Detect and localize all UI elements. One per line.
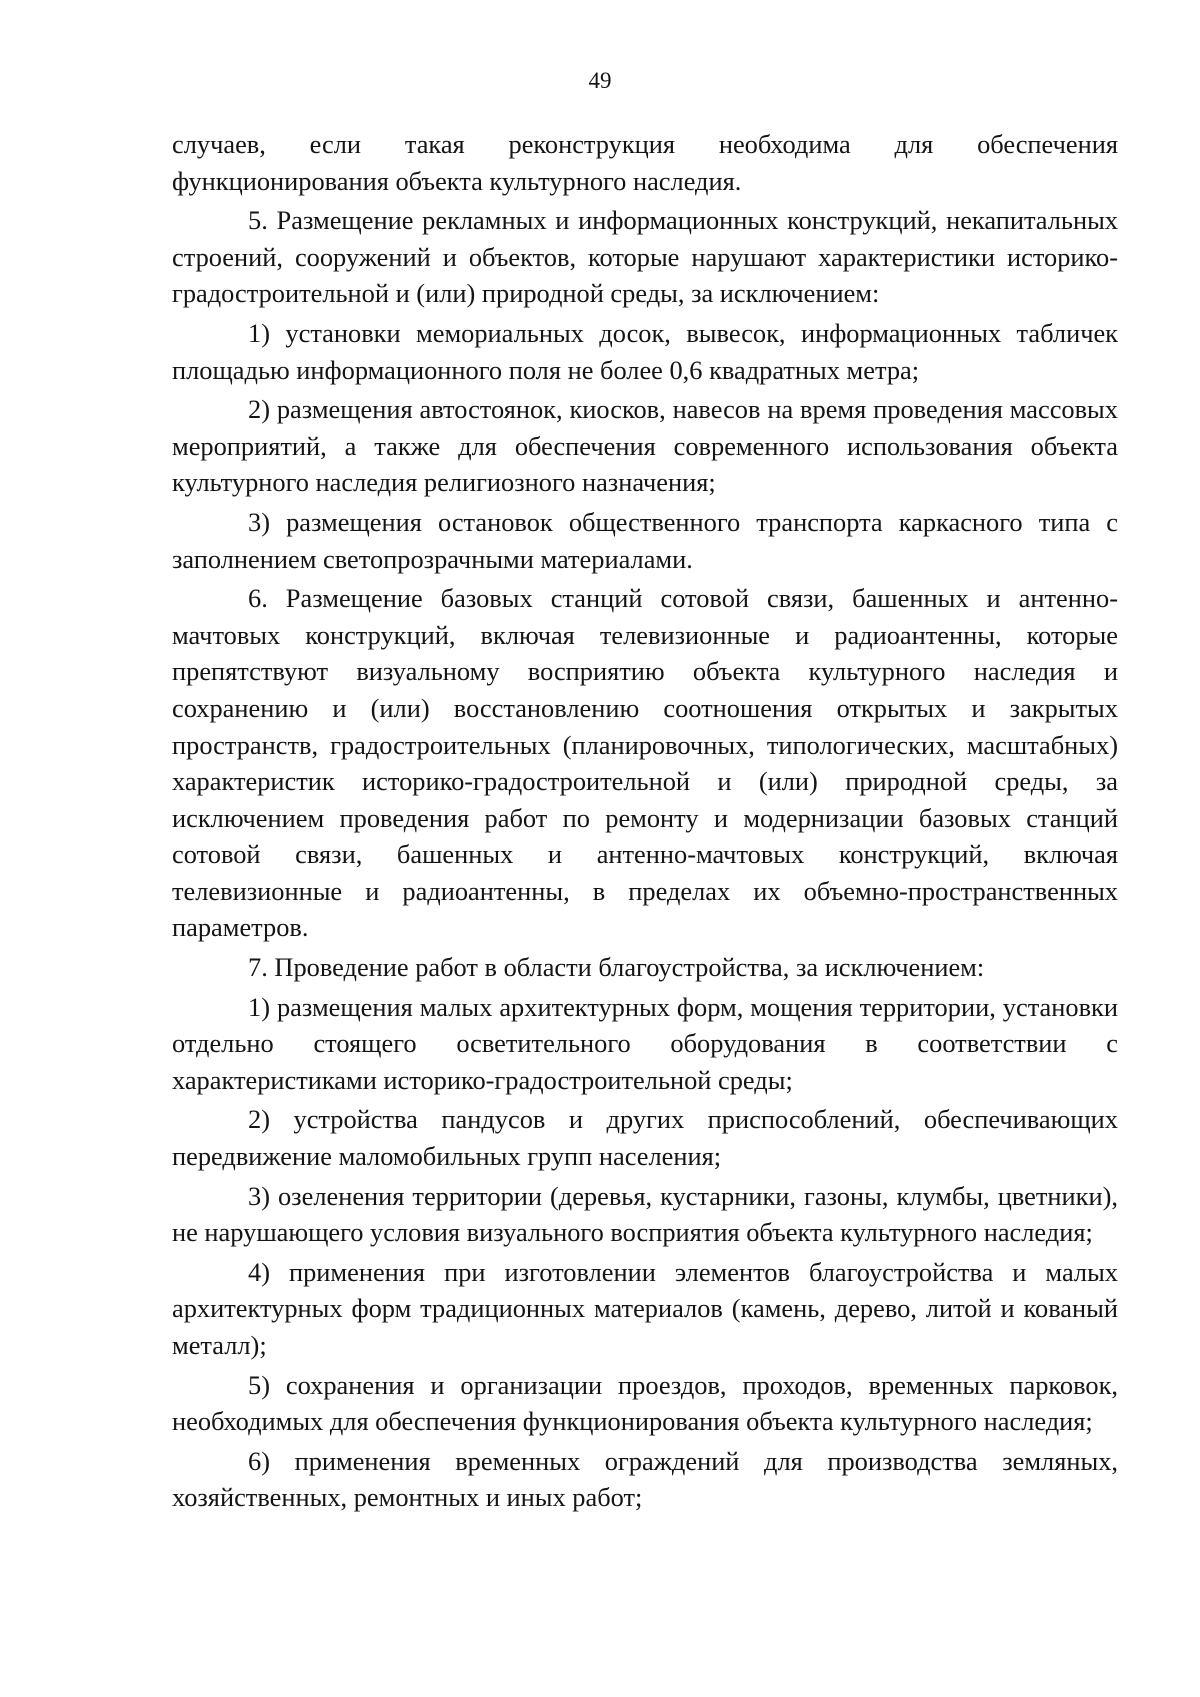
paragraph-item-7-6: 6) применения временных ограждений для производства земляных, хозяйственных, ремонтных и иных работ; (172, 1445, 1118, 1513)
paragraph-continuation: случаев, если такая реконструкция необходима для обеспечения функционирования объекта культурного наследия. (172, 129, 1118, 196)
paragraph-item-5-1: 1) установки мемориальных досок, вывесок, информационных табличек площадью информационного поля не более 0,6 квадратных метра; (172, 317, 1118, 385)
paragraph-item-7-3: 3) озеленения территории (деревья, кустарники, газоны, клумбы, цветники), не нарушающего условия визуального восприятия объекта культурного наследия; (172, 1180, 1118, 1248)
paragraph-item-7: 7. Проведение работ в области благоустройства, за исключением: (248, 952, 985, 983)
paragraph-item-7-1: 1) размещения малых архитектурных форм, мощения территории, установки отдельно стоящего осветительного оборудования в соответствии с характеристиками историко-градостроительной среды; (172, 991, 1118, 1095)
paragraph-item-7-5: 5) сохранения и организации проездов, проходов, временных парковок, необходимых для обеспечения функционирования объекта культурного наследия; (172, 1369, 1118, 1437)
paragraph-item-7-4: 4) применения при изготовлении элементов благоустройства и малых архитектурных форм традиционных материалов (камень, дерево, литой и кованый металл); (172, 1256, 1118, 1360)
paragraph-item-5: 5. Размещение рекламных и информационных конструкций, некапитальных строений, сооружений и объектов, которые нарушают характеристики историко-градостроительной и (или) природной среды, за исключением: (172, 205, 1118, 309)
paragraph-item-5-3: 3) размещения остановок общественного транспорта каркасного типа с заполнением светопрозрачными материалами. (172, 506, 1118, 574)
page-number: 49 (588, 68, 612, 93)
document-body (172, 126, 1118, 1519)
paragraph-item-6: 6. Размещение базовых станций сотовой связи, башенных и антенно-мачтовых конструкций, включая телевизионные и радиоантенны, которые препятствуют визуальному восприятию объекта культурного наследия и сохранению и (или) восстановлению соотношения открытых и закрытых пространств, градостроительных (планировочных, типологических, масштабных) характеристик историко-градостроительной и (или) природной среды, за исключением проведения работ по ремонту и модернизации базовых станций сотовой связи, башенных и антенно-мачтовых конструкций, включая телевизионные и радиоантенны, в пределах их объемно-пространственных параметров. (172, 583, 1118, 943)
paragraph-item-7-2: 2) устройства пандусов и других приспособлений, обеспечивающих передвижение маломобильных групп населения; (172, 1104, 1118, 1172)
paragraph-item-5-2: 2) размещения автостоянок, киосков, навесов на время проведения массовых мероприятий, а также для обеспечения современного использования объекта культурного наследия религиозного назначения; (172, 394, 1118, 498)
